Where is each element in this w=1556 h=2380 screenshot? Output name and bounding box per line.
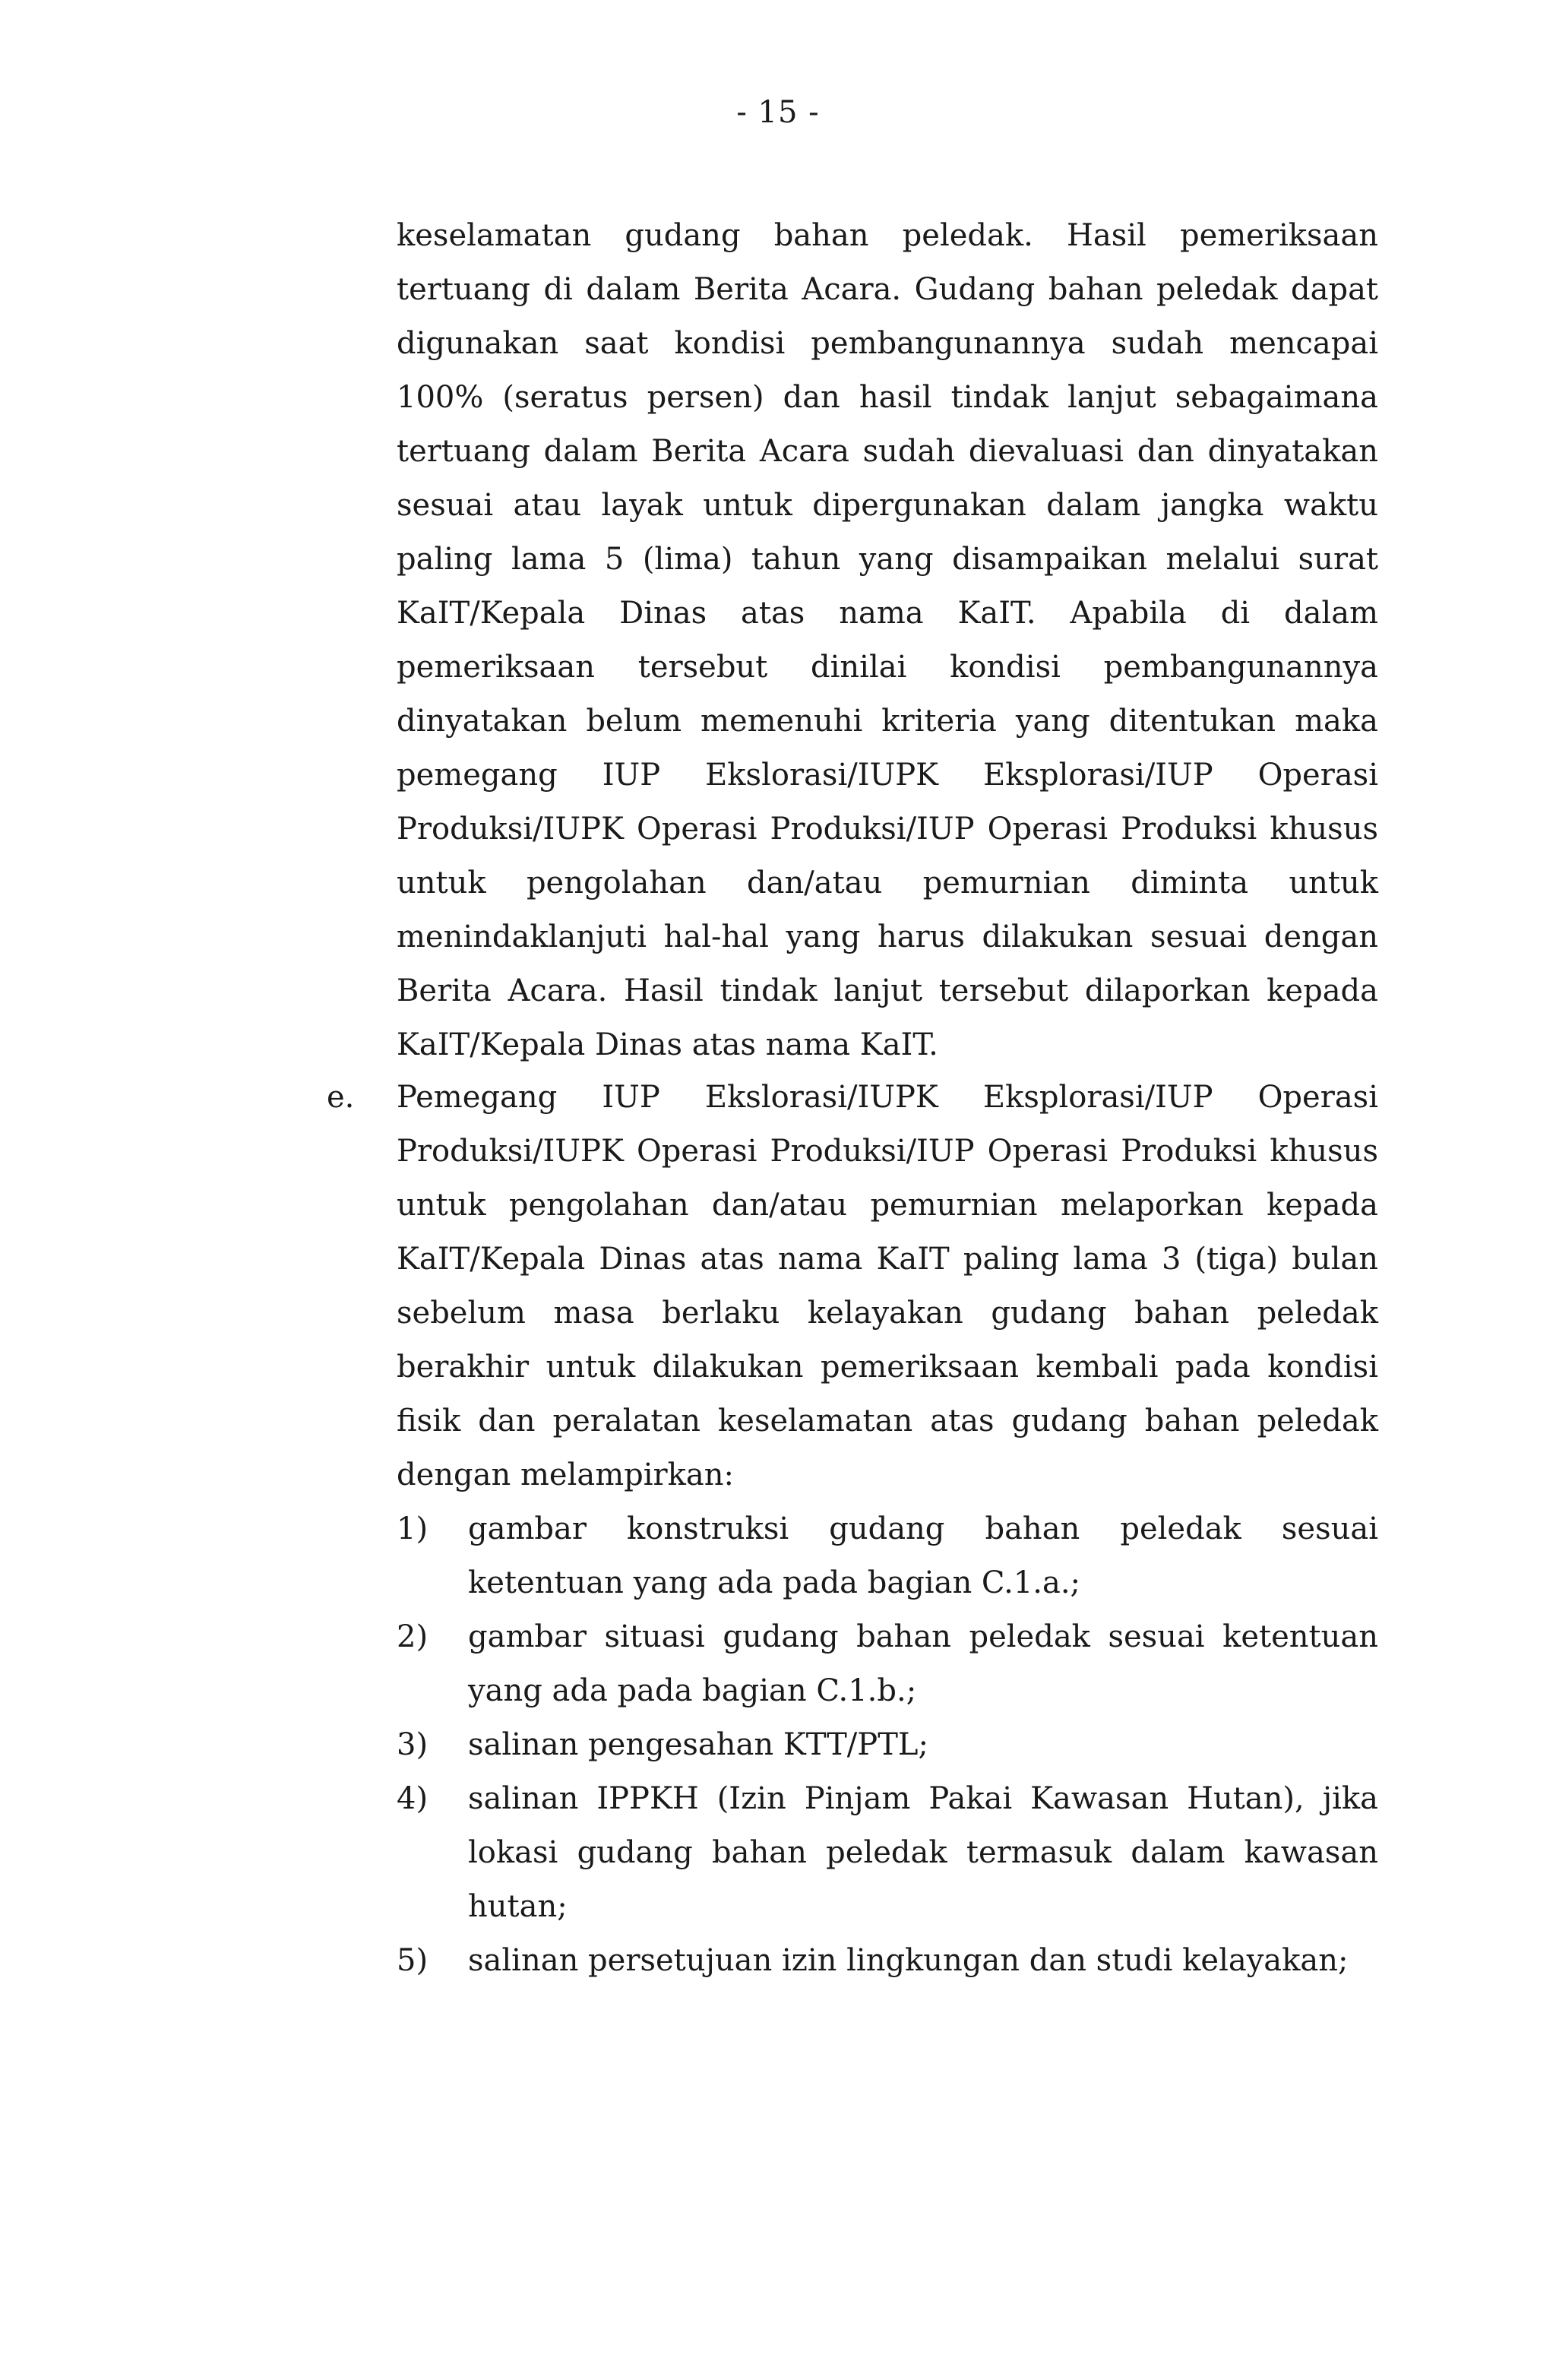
page-number: - 15 - [736, 95, 820, 130]
list-item [397, 1610, 1378, 1718]
list-item [397, 1718, 1378, 1772]
list-item-text: salinan pengesahan KTT/PTL; [468, 1727, 928, 1762]
attachment-list [397, 1502, 1378, 1988]
list-item-text: salinan IPPKH (Izin Pinjam Pakai Kawasan Hutan), jika lokasi gudang bahan peledak termasuk dalam kawasan hutan; [468, 1781, 1378, 1924]
list-item [397, 1502, 1378, 1610]
list-item [397, 1772, 1378, 1934]
list-item-number: 3) [397, 1727, 429, 1762]
list-item-text: salinan persetujuan izin lingkungan dan studi kelayakan; [468, 1943, 1349, 1978]
list-item-text: gambar situasi gudang bahan peledak sesuai ketentuan yang ada pada bagian C.1.b.; [468, 1619, 1378, 1708]
list-item-number: 4) [397, 1781, 429, 1816]
list-item-number: 2) [397, 1619, 429, 1654]
list-item-text: gambar konstruksi gudang bahan peledak sesuai ketentuan yang ada pada bagian C.1.a.; [468, 1511, 1378, 1600]
list-marker-e: e. [327, 1080, 355, 1115]
list-item-number: 1) [397, 1511, 429, 1546]
list-item-number: 5) [397, 1943, 429, 1978]
paragraph-d-continuation: keselamatan gudang bahan peledak. Hasil pemeriksaan tertuang di dalam Berita Acara. Gudang bahan peledak dapat digunakan saat kondisi pembangunannya sudah mencapai 100% (seratus persen) dan hasil tindak lanjut sebagaimana tertuang dalam Berita Acara sudah dievaluasi dan dinyatakan sesuai atau layak untuk dipergunakan dalam jangka waktu paling lama 5 (lima) tahun yang disampaikan melalui surat KaIT/Kepala Dinas atas nama KaIT. Apabila di dalam pemeriksaan tersebut dinilai kondisi pembangunannya dinyatakan belum memenuhi kriteria yang ditentukan maka pemegang IUP Ekslorasi/IUPK Eksplorasi/IUP Operasi Produksi/IUPK Operasi Produksi/IUP Operasi Produksi khusus untuk pengolahan dan/atau pemurnian diminta untuk menindaklanjuti hal-hal yang harus dilakukan sesuai dengan Berita Acara. Hasil tindak lanjut tersebut dilaporkan kepada KaIT/Kepala Dinas atas nama KaIT. [397, 218, 1378, 1062]
list-item-e-text: Pemegang IUP Ekslorasi/IUPK Eksplorasi/IUP Operasi Produksi/IUPK Operasi Produksi/IUP Operasi Produksi khusus untuk pengolahan dan/atau pemurnian melaporkan kepada KaIT/Kepala Dinas atas nama KaIT paling lama 3 (tiga) bulan sebelum masa berlaku kelayakan gudang bahan peledak berakhir untuk dilakukan pemeriksaan kembali pada kondisi fisik dan peralatan keselamatan atas gudang bahan peledak dengan melampirkan: [397, 1080, 1378, 1492]
list-item [397, 1934, 1378, 1988]
